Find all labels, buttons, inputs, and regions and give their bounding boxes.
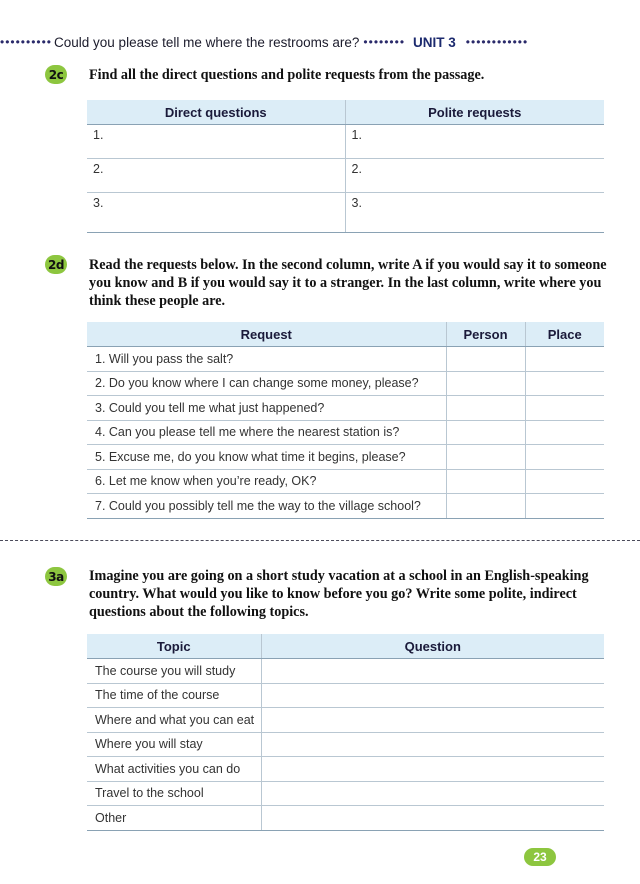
instruction-2d: Read the requests below. In the second column, write A if you would say it to someone you know and B if you would say it to a stranger. In the last column, write where you think these people are. bbox=[89, 257, 607, 309]
question-answer-cell[interactable] bbox=[261, 683, 604, 708]
person-answer-cell[interactable] bbox=[446, 371, 525, 396]
person-answer-cell[interactable] bbox=[446, 469, 525, 494]
section-badge-2c: 2c bbox=[45, 65, 67, 84]
question-answer-cell[interactable] bbox=[261, 757, 604, 782]
table-row bbox=[87, 347, 604, 372]
question-answer-cell[interactable] bbox=[261, 806, 604, 831]
table-row bbox=[87, 420, 604, 445]
table-row bbox=[87, 193, 604, 233]
topic-cell: Where you will stay bbox=[87, 732, 261, 757]
answer-cell[interactable]: 1. bbox=[87, 125, 345, 159]
table-row bbox=[87, 708, 604, 733]
column-header-person: Person bbox=[446, 322, 525, 347]
person-answer-cell[interactable] bbox=[446, 445, 525, 470]
place-answer-cell[interactable] bbox=[525, 396, 604, 421]
table-row bbox=[87, 757, 604, 782]
column-header-polite-requests: Polite requests bbox=[345, 100, 604, 125]
table-3a bbox=[87, 634, 604, 831]
topic-cell: The time of the course bbox=[87, 683, 261, 708]
answer-cell[interactable]: 2. bbox=[87, 159, 345, 193]
table-row bbox=[87, 396, 604, 421]
unit-label: UNIT 3 bbox=[413, 34, 456, 50]
header-title: Could you please tell me where the restrooms are? bbox=[54, 34, 360, 50]
section-badge-2d: 2d bbox=[45, 255, 67, 274]
column-header-topic: Topic bbox=[87, 634, 261, 659]
request-cell: 5. Excuse me, do you know what time it begins, please? bbox=[87, 445, 446, 470]
table-row bbox=[87, 159, 604, 193]
table-row bbox=[87, 371, 604, 396]
table-row bbox=[87, 469, 604, 494]
question-answer-cell[interactable] bbox=[261, 659, 604, 684]
question-answer-cell[interactable] bbox=[261, 708, 604, 733]
request-cell: 4. Can you please tell me where the nearest station is? bbox=[87, 420, 446, 445]
table-row bbox=[87, 659, 604, 684]
request-cell: 1. Will you pass the salt? bbox=[87, 347, 446, 372]
place-answer-cell[interactable] bbox=[525, 420, 604, 445]
page-number: 23 bbox=[524, 848, 556, 866]
person-answer-cell[interactable] bbox=[446, 347, 525, 372]
answer-cell[interactable]: 3. bbox=[87, 193, 345, 233]
table-2c bbox=[87, 100, 604, 233]
place-answer-cell[interactable] bbox=[525, 371, 604, 396]
running-header bbox=[0, 32, 640, 52]
answer-cell[interactable]: 2. bbox=[345, 159, 604, 193]
table-row bbox=[87, 125, 604, 159]
request-cell: 6. Let me know when you’re ready, OK? bbox=[87, 469, 446, 494]
question-answer-cell[interactable] bbox=[261, 732, 604, 757]
table-row bbox=[87, 806, 604, 831]
table-2d bbox=[87, 322, 604, 519]
table-row bbox=[87, 732, 604, 757]
place-answer-cell[interactable] bbox=[525, 347, 604, 372]
column-header-place: Place bbox=[525, 322, 604, 347]
table-row bbox=[87, 781, 604, 806]
column-header-question: Question bbox=[261, 634, 604, 659]
answer-cell[interactable]: 3. bbox=[345, 193, 604, 233]
section-divider bbox=[0, 540, 640, 541]
instruction-3a: Imagine you are going on a short study vacation at a school in an English-speaking country. What would you like to know before you go? Write some polite, indirect questions about the following topics. bbox=[89, 568, 589, 620]
section-badge-3a: 3a bbox=[45, 567, 67, 586]
column-header-direct-questions: Direct questions bbox=[87, 100, 345, 125]
request-cell: 3. Could you tell me what just happened? bbox=[87, 396, 446, 421]
answer-cell[interactable]: 1. bbox=[345, 125, 604, 159]
topic-cell: The course you will study bbox=[87, 659, 261, 684]
topic-cell: What activities you can do bbox=[87, 757, 261, 782]
person-answer-cell[interactable] bbox=[446, 494, 525, 519]
topic-cell: Other bbox=[87, 806, 261, 831]
header-dots-right: •••••••••••• bbox=[465, 35, 529, 49]
table-row bbox=[87, 445, 604, 470]
instruction-2c: Find all the direct questions and polite requests from the passage. bbox=[89, 67, 485, 83]
place-answer-cell[interactable] bbox=[525, 469, 604, 494]
person-answer-cell[interactable] bbox=[446, 396, 525, 421]
request-cell: 2. Do you know where I can change some money, please? bbox=[87, 371, 446, 396]
question-answer-cell[interactable] bbox=[261, 781, 604, 806]
place-answer-cell[interactable] bbox=[525, 445, 604, 470]
person-answer-cell[interactable] bbox=[446, 420, 525, 445]
table-row bbox=[87, 494, 604, 519]
header-dots-left: •••••••••• bbox=[0, 35, 53, 49]
place-answer-cell[interactable] bbox=[525, 494, 604, 519]
topic-cell: Travel to the school bbox=[87, 781, 261, 806]
topic-cell: Where and what you can eat bbox=[87, 708, 261, 733]
column-header-request: Request bbox=[87, 322, 446, 347]
table-row bbox=[87, 683, 604, 708]
header-dots-middle: •••••••• bbox=[363, 35, 406, 49]
request-cell: 7. Could you possibly tell me the way to the village school? bbox=[87, 494, 446, 519]
